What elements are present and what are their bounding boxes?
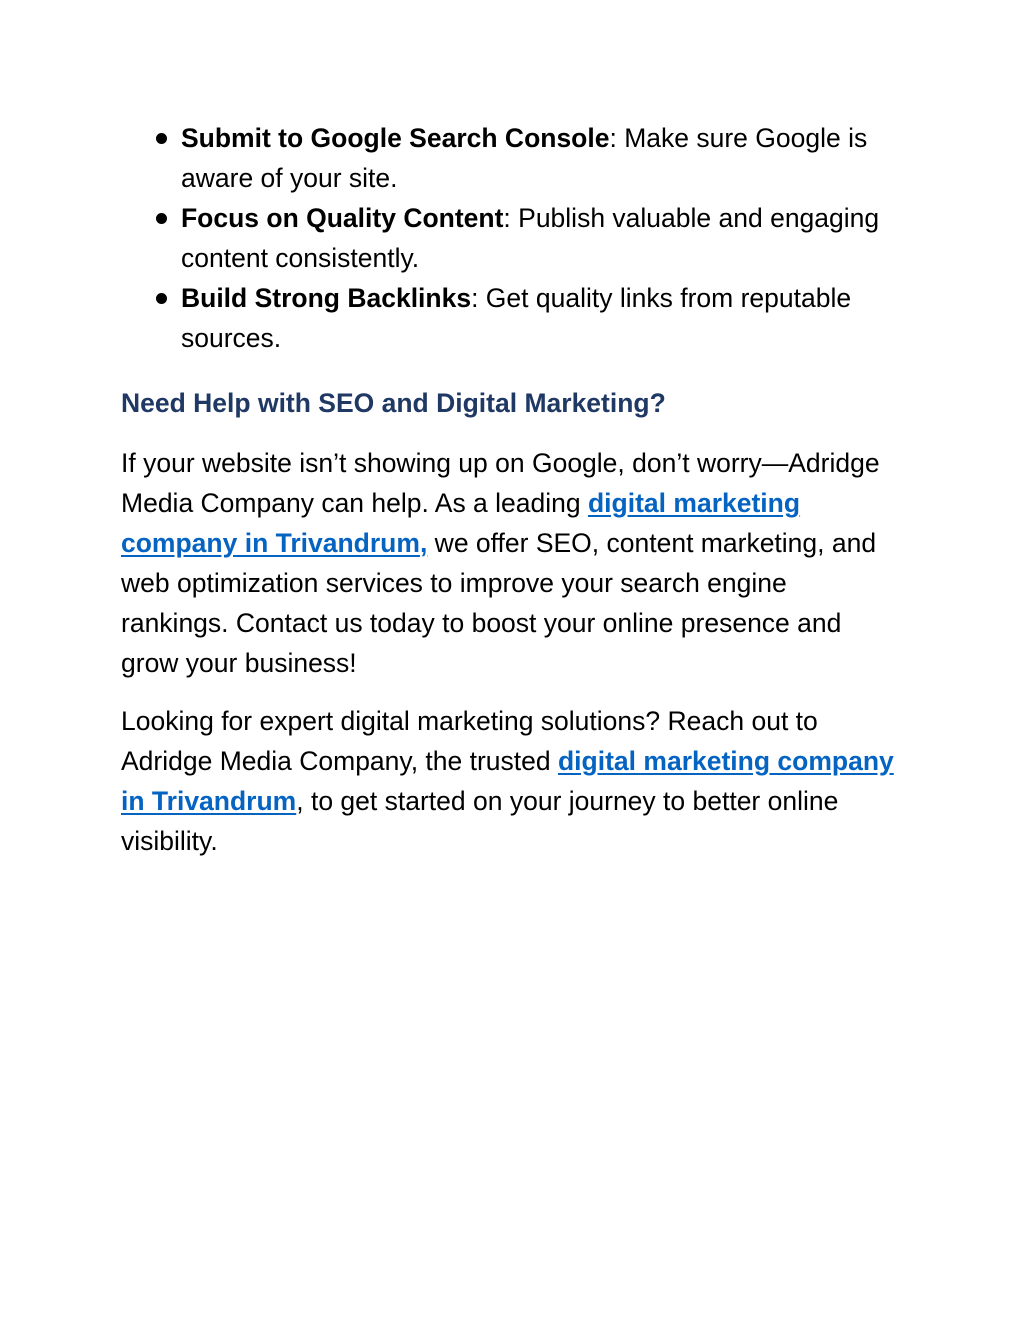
bullet-title: Submit to Google Search Console bbox=[181, 123, 610, 153]
paragraph-text: we offer SEO, content marketing, and web optimization services to improve your search engine rankings. Contact us today to boost your online presence and grow your business! bbox=[121, 528, 877, 678]
document-content bbox=[121, 118, 901, 861]
section-heading: Need Help with SEO and Digital Marketing? bbox=[121, 388, 666, 418]
bullet-icon bbox=[156, 293, 167, 304]
digital-marketing-link[interactable]: digital marketing company in Trivandrum bbox=[121, 488, 801, 558]
bullet-text: : Get quality links from reputable sources. bbox=[181, 283, 852, 353]
bullet-title: Focus on Quality Content bbox=[181, 203, 504, 233]
closing-paragraph bbox=[121, 701, 901, 861]
paragraph-text: If your website isn’t showing up on Google, don’t worry—Adridge Media Company can help. As a leading bbox=[121, 448, 880, 518]
bullet-title: Build Strong Backlinks bbox=[181, 283, 472, 313]
link-comma[interactable]: , bbox=[419, 528, 428, 558]
bullet-icon bbox=[156, 133, 167, 144]
bullet-text: : Publish valuable and engaging content consistently. bbox=[181, 203, 880, 273]
list-item bbox=[121, 118, 901, 198]
list-item bbox=[121, 278, 901, 358]
bullet-text: : Make sure Google is aware of your site. bbox=[181, 123, 868, 193]
paragraph-text: Looking for expert digital marketing solutions? Reach out to Adridge Media Company, the trusted bbox=[121, 706, 818, 776]
paragraph-text: , to get started on your journey to better online visibility. bbox=[121, 786, 839, 856]
bullet-icon bbox=[156, 213, 167, 224]
list-item bbox=[121, 198, 901, 278]
intro-paragraph bbox=[121, 443, 901, 683]
digital-marketing-link[interactable]: digital marketing company in Trivandrum bbox=[121, 746, 894, 816]
tips-list bbox=[121, 118, 901, 358]
